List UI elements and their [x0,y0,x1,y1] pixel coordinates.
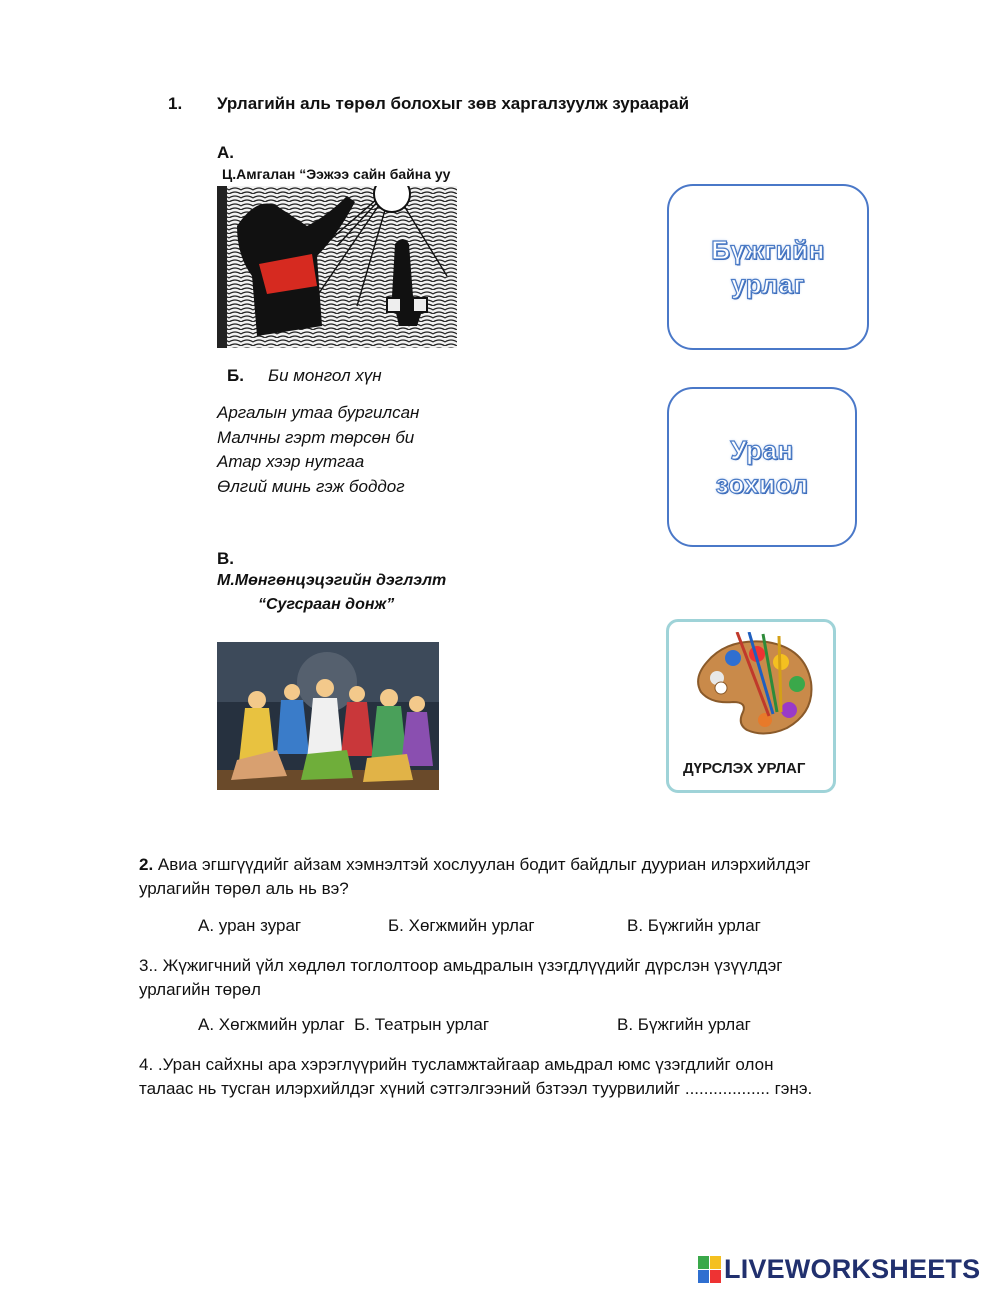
item-a-label: А. [217,143,234,162]
poem-line: Малчны гэрт төрсөн би [217,427,415,447]
poem-line: Атар хээр нутгаа [217,452,365,471]
dance-performance-image [217,642,439,790]
poem-line: Аргалын утаа бургилсан [217,403,420,422]
question-2-number: 2. [139,855,154,874]
visual-art-card-label: ДҮРСЛЭХ УРЛАГ [683,760,806,777]
question-1-number: 1. [168,94,183,113]
literature-card[interactable] [667,387,857,547]
question-2-text-line2: урлагийн төрөл аль нь вэ? [139,879,349,898]
question-4-text-line2: талаас нь тусган илэрхийлдэг хүний сэтгэлгээний бзтээл туурвилийг .................. гэнэ. [139,1079,813,1098]
liveworksheets-logo-icon [698,1256,722,1284]
question-3-text-line1: 3.. Жүжигчний үйл хөдлөл тоглолтоор амьдралын үзэгдлүүдийг дүрслэн үзүүлдэг [139,956,783,975]
dance-art-card[interactable] [667,184,869,350]
question-2-text-line1: Авиа эгшгүүдийг айзам хэмнэлтэй хослуулан бодит байдлыг дууриан илэрхийлдэг [153,855,811,874]
question-3-option-v[interactable]: В. Бүжгийн урлаг [617,1015,751,1034]
poem-line: Өлгий минь гэж боддог [217,476,405,496]
dance-art-card-line2: урлаг [731,269,805,299]
question-3-option-a-b[interactable]: А. Хөгжмийн урлаг Б. Театрын урлаг [198,1015,490,1034]
poem-title: Би монгол хүн [268,366,382,385]
question-2-option-b[interactable]: Б. Хөгжмийн урлаг [388,916,535,935]
question-2-option-v[interactable]: В. Бүжгийн урлаг [627,916,761,935]
item-a-caption: Ц.Амгалан “Ээжээ сайн байна уу [222,166,451,182]
item-v-caption-line2: “Сугсраан донж” [258,596,395,613]
question-3-text-line2: урлагийн төрөл [139,980,261,999]
question-2-text [139,853,811,877]
item-v-caption-line1: М.Мөнгөнцэцэгийн дэглэлт [217,572,447,589]
painting-image [217,186,457,348]
question-1-text: Урлагийн аль төрөл болохыг зөв харгалзуулж зураарай [217,94,690,113]
liveworksheets-logo-text[interactable]: LIVEWORKSHEETS [724,1254,981,1284]
visual-art-card[interactable] [666,619,836,793]
question-2-option-a[interactable]: А. уран зураг [198,916,302,935]
logo-icon-letters [698,1256,722,1257]
item-v-label: В. [217,549,234,568]
palette-icon [687,632,817,742]
literature-card-line1: Уран [730,435,794,465]
dance-art-card-line1: Бүжгийн [711,235,825,265]
item-b-label: Б. [227,366,244,385]
poem [217,401,419,499]
question-4-text-line1: 4. .Уран сайхны ара хэрэглүүрийн тусламжтайгаар амьдрал юмс үзэгдлийг олон [139,1055,774,1074]
literature-card-line2: зохиол [715,469,809,499]
